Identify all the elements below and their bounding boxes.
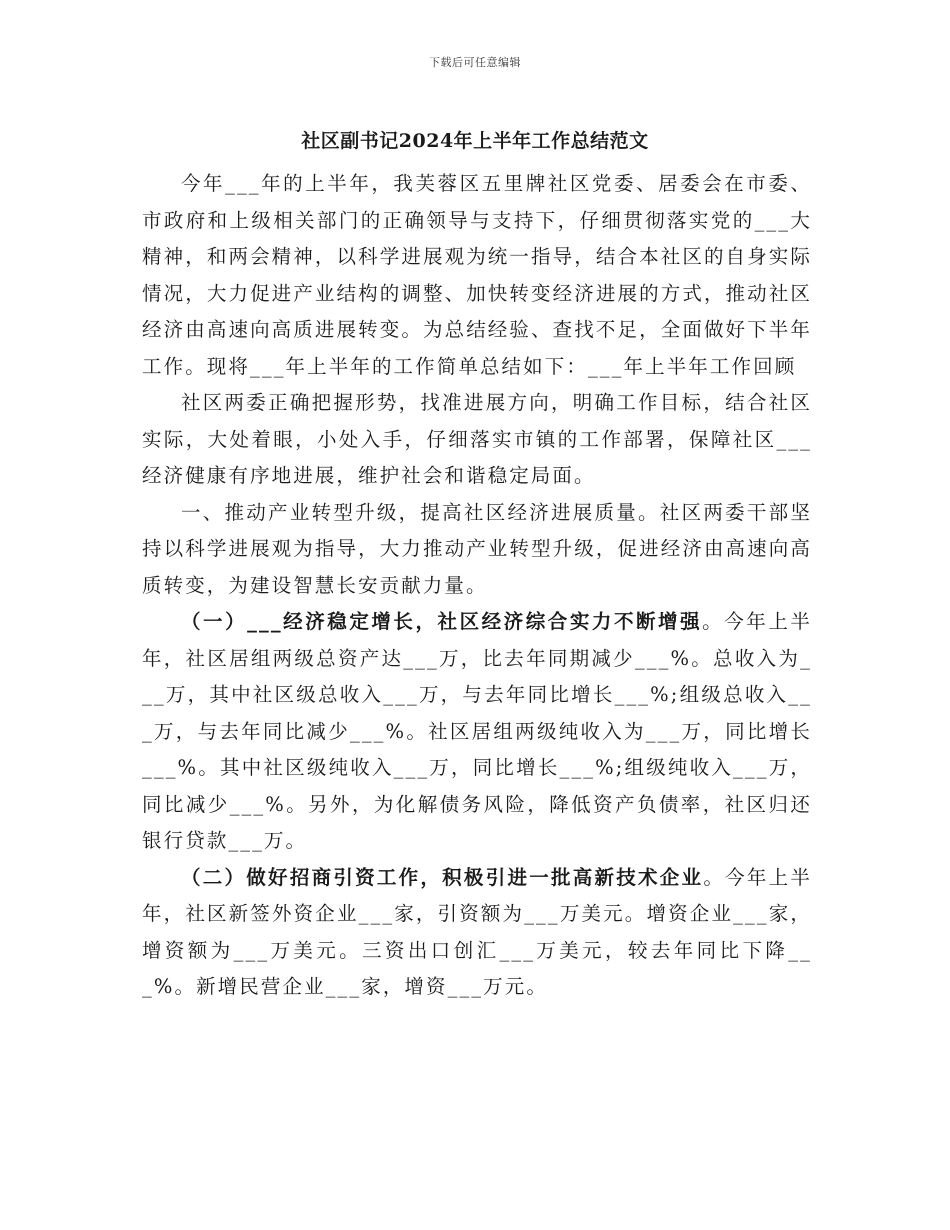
paragraph-subsection-2 (142, 860, 812, 1006)
paragraph-intro: 今年___年的上半年，我芙蓉区五里牌社区党委、居委会在市委、市政府和上级相关部门的正确领导与支持下，仔细贯彻落实党的___大精神，和两会精神，以科学进展观为统一指导，结合本社区的自身实际情况，大力促进产业结构的调整、加快转变经济进展的方式，推动社区经济由高速向高质进展转变。为总结经验、查找不足，全面做好下半年工作。现将___年上半年的工作简单总结如下：___年上半年工作回顾 (142, 172, 812, 378)
document-title: 社区副书记2024年上半年工作总结范文 (301, 130, 649, 152)
paragraph-section-1: 一、推动产业转型升级，提高社区经济进展质量。社区两委干部坚持以科学进展观为指导，大力推动产业转型升级，促进经济由高速向高质转变，为建设智慧长安贡献力量。 (142, 500, 812, 597)
subsection-1-heading: （一）___经济稳定增长，社区经济综合实力不断增强 (181, 610, 703, 633)
header-note: 下载后可任意编辑 (429, 56, 521, 69)
paragraph-overview: 社区两委正确把握形势，找准进展方向，明确工作目标，结合社区实际，大处着眼，小处入手，仔细落实市镇的工作部署，保障社区___经济健康有序地进展，维护社会和谐稳定局面。 (142, 391, 812, 487)
subsection-1-body: 。今年上半年，社区居组两级总资产达___万，比去年同期减少___%。总收入为___万，其中社区级总收入___万，与去年同比增长___%;组级总收入___万，与去年同比减少___%。社区居组两级纯收入为___万，同比增长___%。其中社区级纯收入___万，同比增长___%;组级纯收入___万，同比减少___%。另外，为化解债务风险，降低资产负债率，社区归还银行贷款___万。 (142, 610, 812, 852)
paragraph-subsection-1 (142, 604, 812, 860)
document-body (142, 166, 812, 1006)
subsection-2-body: 。今年上半年，社区新签外资企业___家，引资额为___万美元。增资企业___家，增资额为___万美元。三资出口创汇___万美元，较去年同比下降___%。新增民营企业___家，增资___万元。 (142, 865, 812, 998)
subsection-2-heading: （二）做好招商引资工作，积极引进一批高新技术企业 (181, 865, 704, 889)
